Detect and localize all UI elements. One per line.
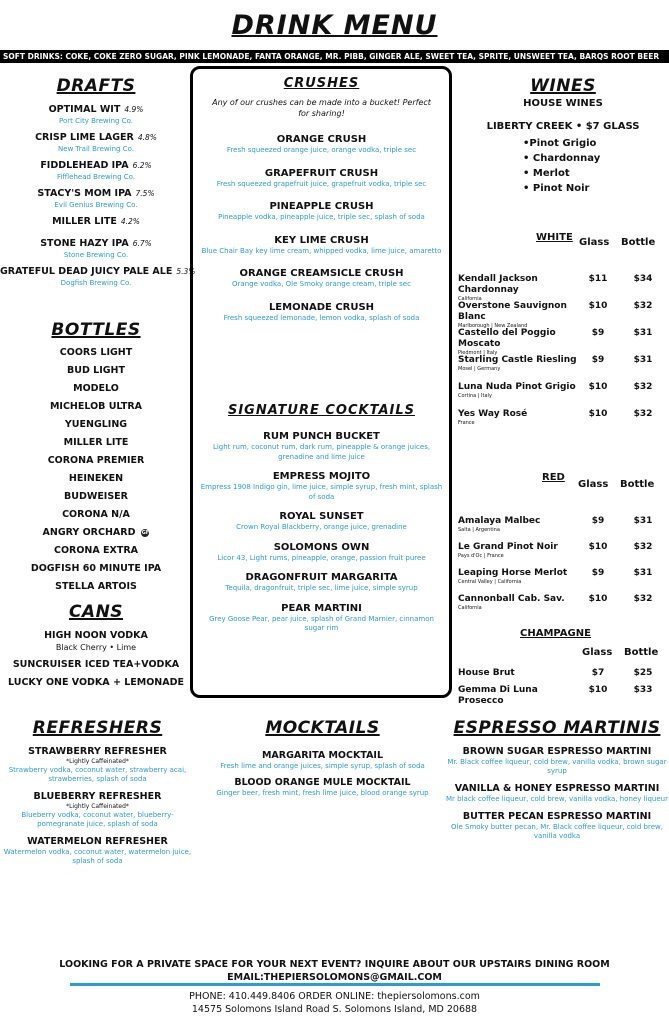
draft-item [0,160,192,182]
bottle-item [0,578,192,596]
footer-address: 14575 Solomons Island Road S. Solomons Island, MD 20688 [191,1004,478,1015]
bottle-name: STELLA ARTOIS [55,581,137,592]
refreshers-heading: REFRESHERS [32,718,163,738]
draft-item [0,188,192,210]
draft-brewery: Fifflehead Brewing Co. [56,173,136,181]
refresher-name: BLUEBERRY REFRESHER [33,791,162,802]
draft-item [0,266,196,288]
refresher-note: *Lightly Caffeinated* [66,758,129,765]
refresher-note: *Lightly Caffeinated* [66,803,129,810]
can-flavors: Black Cherry • Lime [55,643,137,652]
red-wine-bottle-price: $31 [633,568,653,578]
white-wine-glass-price: $11 [588,274,608,284]
white-wine-origin: Piedmont | Italy [458,350,498,356]
cocktail-item [200,510,443,533]
cans-section [0,602,192,695]
champagne-bottle-header: Bottle [624,647,659,658]
mocktails-section [205,718,440,804]
white-wine-origin: California [458,296,482,302]
crush-item [200,200,443,223]
bottle-name: MICHELOB ULTRA [49,401,143,412]
cocktail-desc: Tequila, dragonfruit, triple sec, lime juice, simple syrup [225,584,418,592]
champagne-bottle-price: $25 [633,668,653,678]
cocktail-desc: Crown Royal Blackberry, orange juice, grenadine [236,523,407,531]
cocktail-desc: Empress 1908 Indigo gin, lime juice, simple syrup, fresh mint, splash of soda [200,483,443,501]
red-wine-glass-price: $10 [588,542,608,552]
champagne-name-text: House Brut [458,668,515,678]
draft-name [0,160,192,172]
cans-heading: CANS [68,602,124,622]
white-wine-glass-price: $10 [588,409,608,419]
refresher-desc: Blueberry vodka, coconut water, blueberry-pomegranate juice, splash of soda [21,811,174,828]
bottle-item [0,524,192,542]
red-wine-name-text: Amalaya Malbec [458,516,541,526]
house-wines-list [458,136,668,196]
drafts-list [0,104,196,288]
cocktail-name: RUM PUNCH BUCKET [263,431,380,442]
draft-abv: 6.7% [132,239,152,248]
bottle-item [0,560,192,578]
white-wine-name-text: Starling Castle Riesling [458,355,577,365]
mocktails-list [205,750,440,798]
crush-desc: Blue Chair Bay key lime cream, whipped vodka, lime juice, amaretto [201,246,442,255]
espresso-section [446,718,668,848]
white-wine-glass-price: $10 [588,301,608,311]
red-wine-name [458,594,578,612]
white-wine-name-text: Castello del Poggio Moscato [458,328,556,349]
bottle-item [0,416,192,434]
cocktail-item [200,571,443,594]
crush-desc: Fresh squeezed lemonade, lemon vodka, splash of soda [223,313,420,322]
draft-abv: 4.8% [137,133,157,142]
cocktail-name: ROYAL SUNSET [279,511,364,522]
draft-brewery: Port City Brewing Co. [59,117,133,125]
draft-brewery: Evil Genius Brewing Co. [54,201,138,209]
crush-name: ORANGE CREAMSICLE CRUSH [239,268,404,279]
mocktails-heading: MOCKTAILS [265,718,380,738]
white-wine-glass-price: $9 [591,328,605,338]
espresso-desc: Ole Smoky butter pecan, Mr. Black coffee liqueur, cold brew, vanilla vodka [451,823,663,840]
signature-list [200,430,443,634]
champagne-glass-price: $10 [588,685,608,695]
draft-name [0,238,192,250]
champagne-glass-price: $7 [591,668,605,678]
crush-item [200,234,443,257]
cocktail-desc: Grey Goose Pear, pear juice, splash of Grand Marnier, cinnamon sugar rim [209,614,434,632]
red-wine-name [458,516,578,534]
bottle-item [0,542,192,560]
crush-item [200,133,443,156]
bottle-name: COORS LIGHT [59,347,133,358]
draft-name [0,216,192,228]
bottle-item [0,488,192,506]
crush-item [200,167,443,190]
white-bottle-header: Bottle [621,237,656,248]
house-wines-heading: HOUSE WINES [523,98,603,109]
crushes-list [200,133,443,323]
crush-desc: Fresh squeezed grapefruit juice, grapefruit vodka, triple sec [216,179,427,188]
draft-name [0,104,192,116]
refresher-name: STRAWBERRY REFRESHER [28,746,167,757]
signature-heading: SIGNATURE COCKTAILS [227,403,416,418]
draft-item [0,238,192,260]
red-wine-name-text: Cannonball Cab. Sav. [458,594,565,604]
white-wines-section [458,232,668,452]
mocktail-desc: Ginger beer, fresh mint, fresh lime juice, blood orange syrup [216,789,429,797]
draft-abv: 4.2% [120,217,140,226]
white-wine-origin: Marlborough | New Zealand [458,323,528,329]
white-wine-bottle-price: $31 [633,328,653,338]
white-wine-name-text: Kendall Jackson Chardonnay [458,274,538,295]
can-name: HIGH NOON VODKA [44,630,148,641]
bottles-heading: BOTTLES [51,320,141,340]
bottle-item [0,506,192,524]
white-wine-name [458,274,578,303]
white-glass-header: Glass [579,237,610,248]
white-wine-name-text: Luna Nuda Pinot Grigio [458,382,576,392]
soft-drinks-bar: SOFT DRINKS: COKE, COKE ZERO SUGAR, PINK LEMONADE, FANTA ORANGE, MR. PIBB, GINGER ALE, SWEET TEA, SPRITE, UNSWEET TEA, BARQS ROOT BEER [0,50,669,63]
white-wine-bottle-price: $31 [633,355,653,365]
bottle-name: BUD LIGHT [67,365,125,376]
draft-brewery [0,228,192,232]
crushes-section [200,76,443,334]
red-glass-header: Glass [578,479,609,490]
champagne-name [458,668,578,679]
red-wine-glass-price: $9 [591,516,605,526]
menu-title: DRINK MENU [231,10,438,41]
espresso-name: BROWN SUGAR ESPRESSO MARTINI [462,746,652,757]
draft-name-text: STACY'S MOM IPA [37,188,132,199]
draft-brewery: Stone Brewing Co. [63,251,129,259]
cocktail-item [200,541,443,564]
white-wine-origin: Cortina | Italy [458,393,492,399]
signature-section [200,403,443,642]
draft-brewery: New Trail Brewing Co. [58,145,134,153]
house-wines-line: LIBERTY CREEK • $7 GLASS [486,121,640,132]
red-wine-name [458,568,578,586]
cans-list [0,630,192,689]
white-heading: WHITE [536,232,573,243]
bottle-name: CORONA EXTRA [53,545,138,556]
espresso-list [446,746,668,841]
red-wine-glass-price: $10 [588,594,608,604]
bottle-item [0,470,192,488]
house-wine-item: • Merlot [523,168,570,179]
bottle-item [0,452,192,470]
draft-name-text: MILLER LITE [52,216,117,227]
red-wine-bottle-price: $32 [633,542,653,552]
crush-name: ORANGE CRUSH [276,134,367,145]
red-wine-bottle-price: $32 [633,594,653,604]
mocktail-name: MARGARITA MOCKTAIL [261,750,384,761]
footer-contact [0,990,669,1016]
draft-name [0,266,196,278]
white-wine-bottle-price: $32 [633,409,653,419]
bottle-item [0,380,192,398]
bottle-item [0,398,192,416]
white-wine-bottle-price: $32 [633,301,653,311]
house-wine-item: • Pinot Noir [523,183,590,194]
red-wine-origin: California [458,605,482,611]
red-wine-origin: Pays d'Oc | France [458,553,504,559]
white-wine-name-text: Overstone Sauvignon Blanc [458,301,567,322]
draft-item [0,104,192,126]
bottle-item [0,434,192,452]
draft-name [0,188,192,200]
bottle-name: YUENGLING [64,419,128,430]
crush-name: LEMONADE CRUSH [268,301,375,313]
crush-name: KEY LIME CRUSH [274,234,369,246]
espresso-heading: ESPRESSO MARTINIS [453,718,661,738]
bottle-item [0,344,192,362]
white-wine-name [458,409,578,427]
refreshers-section [0,718,195,873]
footer-phone-order[interactable]: PHONE: 410.449.8406 ORDER ONLINE: thepiersolomons.com [189,991,480,1002]
refreshers-list [0,746,195,866]
champagne-glass-header: Glass [582,647,613,658]
refresher-name: WATERMELON REFRESHER [27,836,168,847]
draft-abv: 6.2% [132,161,152,170]
cocktail-item [200,430,443,462]
draft-abv: 5.3% [176,267,196,276]
drafts-section [0,76,196,294]
white-wine-bottle-price: $34 [633,274,653,284]
white-wine-glass-price: $9 [591,355,605,365]
white-wine-name [458,355,578,373]
cocktail-item [200,602,443,634]
cocktail-name: DRAGONFRUIT MARGARITA [245,572,398,583]
mocktail-desc: Fresh lime and orange juices, simple syrup, splash of soda [220,762,425,770]
bottle-item [0,362,192,380]
bottle-name: CORONA N/A [62,509,130,520]
bottle-name: CORONA PREMIER [47,455,145,466]
crush-desc: Orange vodka, Ole Smoky orange cream, triple sec [232,280,411,288]
white-wine-origin: Mosel | Germany [458,366,501,372]
espresso-desc: Mr. Black coffee liqueur, cold brew, vanilla vodka, brown sugar syrup [447,758,667,775]
white-wine-name [458,328,578,357]
champagne-name [458,685,578,707]
champagne-section [458,628,668,706]
white-wine-bottle-price: $32 [633,382,653,392]
draft-name-text: CRISP LIME LAGER [35,132,134,143]
red-wine-glass-price: $9 [591,568,605,578]
gluten-free-icon: GF [141,529,150,536]
crush-name: PINEAPPLE CRUSH [269,201,374,212]
crush-item [200,267,443,290]
espresso-name: VANILLA & HONEY ESPRESSO MARTINI [454,783,660,794]
champagne-bottle-price: $33 [633,685,653,695]
crushes-heading: CRUSHES [283,76,360,91]
crush-desc: Pineapple vodka, pineapple juice, triple sec, splash of soda [218,213,425,221]
draft-name [0,132,192,144]
champagne-heading: CHAMPAGNE [520,628,591,639]
draft-name-text: FIDDLEHEAD IPA [40,160,129,171]
cocktail-desc: Light rum, coconut rum, dark rum, pineapple & orange juices, grenadine and lime juice [212,443,431,461]
espresso-desc: Mr black coffee liqueur, cold brew, vanilla vodka, honey liqueur [446,795,668,803]
bottles-section [0,320,192,596]
draft-name-text: GRATEFUL DEAD JUICY PALE ALE [0,266,173,277]
drafts-heading: DRAFTS [56,76,136,96]
draft-item [0,216,192,232]
bottle-name: BUDWEISER [64,491,128,502]
white-wine-name [458,382,578,400]
white-wine-origin: France [458,420,475,426]
bottle-name: DOGFISH 60 MINUTE IPA [30,563,162,574]
red-heading: RED [542,472,565,483]
house-wine-item: •Pinot Grigio [523,138,597,149]
bottle-name: ANGRY ORCHARD [42,527,136,538]
bottle-name: MODELO [73,383,119,394]
draft-brewery: Dogfish Brewing Co. [60,279,132,287]
red-bottle-header: Bottle [620,479,655,490]
bottles-list [0,344,192,596]
cocktail-desc: Licor 43, Light rums, pineapple, orange, passion fruit puree [217,553,426,562]
bottle-name: MILLER LITE [63,437,129,448]
red-wine-origin: Central Valley | California [458,579,522,585]
red-wine-bottle-price: $31 [633,516,653,526]
wines-section [458,76,668,196]
cocktail-name: PEAR MARTINI [281,602,362,614]
can-name: LUCKY ONE VODKA + LEMONADE [8,677,184,688]
footer [0,958,669,984]
refresher-desc: Watermelon vodka, coconut water, watermelon juice, splash of soda [3,848,192,865]
footer-email[interactable]: EMAIL:THEPIERSOLOMONS@GMAIL.COM [227,972,442,983]
red-wine-name-text: Le Grand Pinot Noir [458,542,558,552]
crush-item [200,301,443,324]
refresher-desc: Strawberry vodka, coconut water, strawberry acai, strawberries, splash of soda [8,766,187,783]
cocktail-name: SOLOMONS OWN [273,541,370,553]
red-wine-name [458,542,578,560]
cocktail-item [200,470,443,502]
bottle-name: HEINEKEN [68,473,124,484]
draft-abv: 7.5% [135,189,155,198]
red-wine-name-text: Leaping Horse Merlot [458,568,568,578]
footer-divider [70,983,600,986]
house-wine-item: • Chardonnay [523,153,601,164]
footer-private-event: LOOKING FOR A PRIVATE SPACE FOR YOUR NEXT EVENT? INQUIRE ABOUT OUR UPSTAIRS DINING ROOM [59,959,610,970]
wines-heading: WINES [530,76,596,96]
can-name: SUNCRUISER ICED TEA+VODKA [12,659,180,670]
draft-item [0,132,192,154]
white-wine-name [458,301,578,330]
cocktail-name: EMPRESS MOJITO [272,471,371,482]
draft-abv: 4.9% [124,105,144,114]
white-wine-glass-price: $10 [588,382,608,392]
crush-name: GRAPEFRUIT CRUSH [264,167,379,179]
draft-name-text: OPTIMAL WIT [48,104,121,115]
mocktail-name: BLOOD ORANGE MULE MOCKTAIL [234,777,411,788]
crushes-intro: Any of our crushes can be made into a bucket! Perfect for sharing! [212,98,431,118]
espresso-name: BUTTER PECAN ESPRESSO MARTINI [462,811,652,822]
champagne-name-text: Gemma Di Luna Prosecco [458,685,538,706]
red-wine-origin: Salta | Argentina [458,527,500,533]
white-wine-name-text: Yes Way Rosé [458,409,528,419]
red-wines-section [458,472,668,622]
crush-desc: Fresh squeezed orange juice, orange vodka, triple sec [226,146,417,154]
draft-name-text: STONE HAZY IPA [40,238,129,249]
